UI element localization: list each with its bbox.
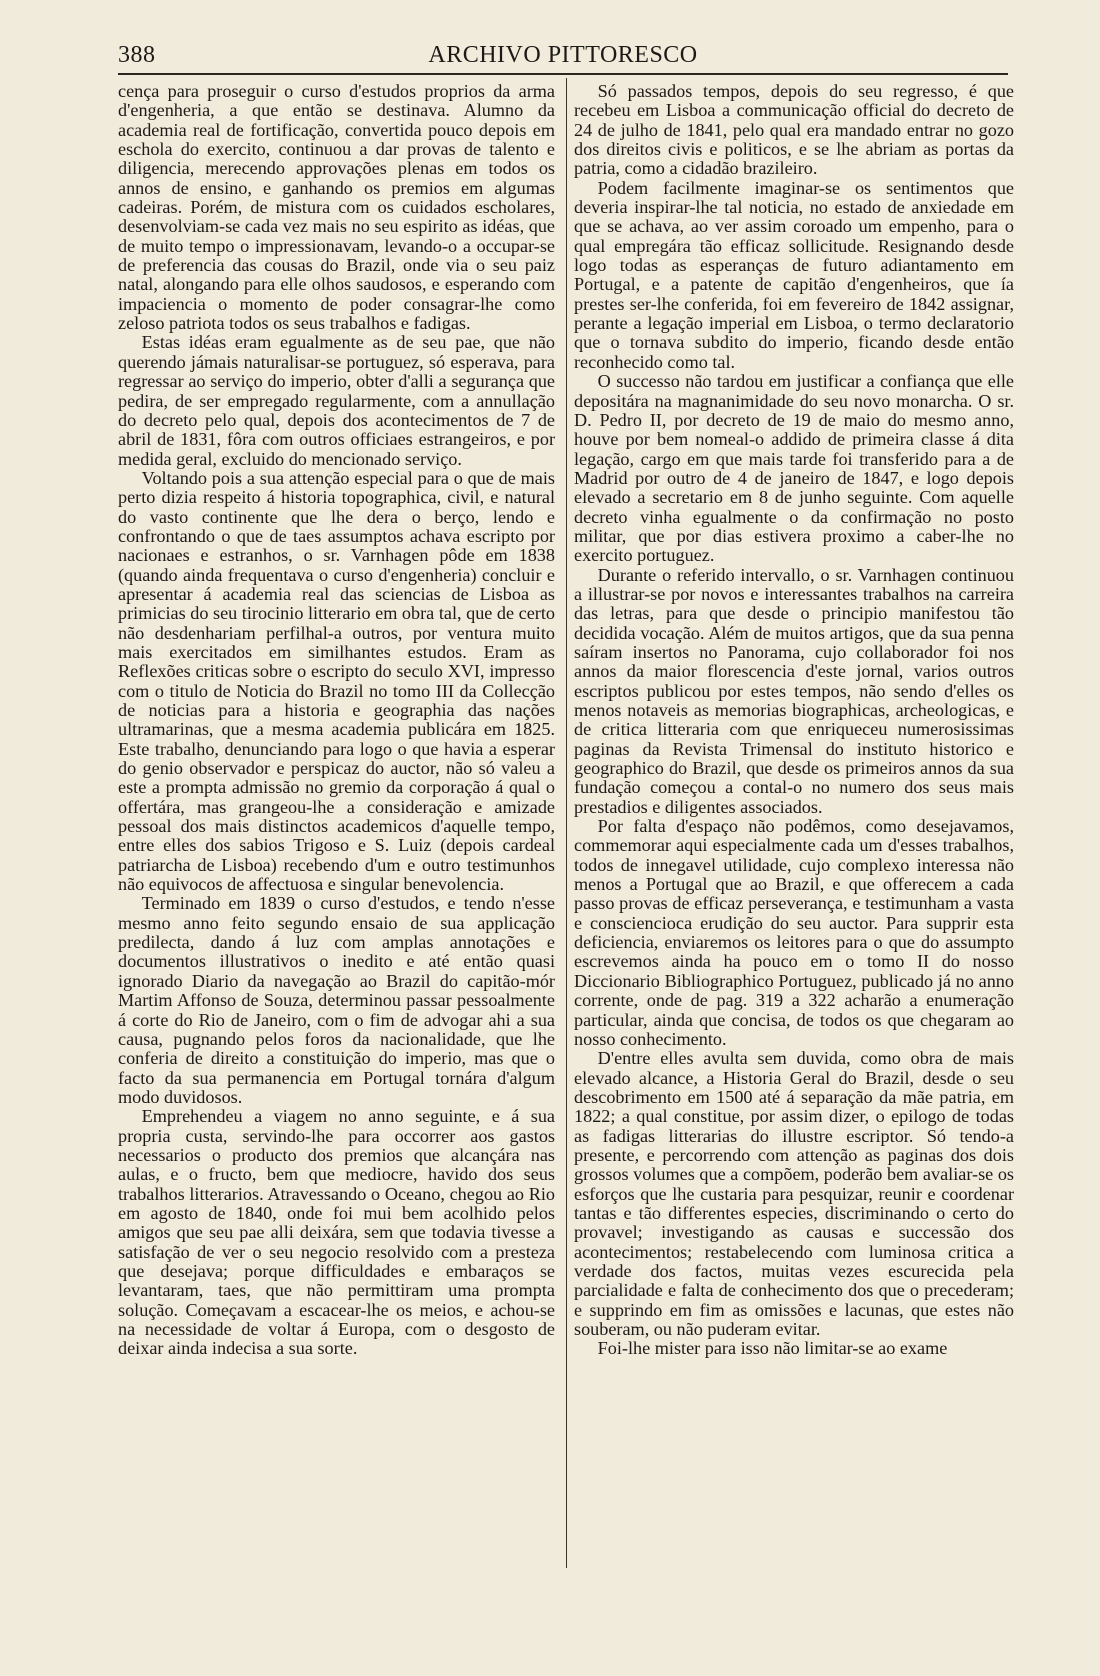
- paragraph: Terminado em 1839 o curso d'estudos, e tendo n'esse mesmo anno feito segundo ensaio de sua applicação predilecta, dando á luz com amplas annotações e documentos illustrativos o inedito e até então quasi ignorado Diario da navegação ao Brazil do capitão-mór Martim Affonso de Souza, determinou passar pessoalmente á corte do Rio de Janeiro, com o fim de advogar ahi a sua causa, pugnando pelos foros da nacionalidade, que lhe conferia de direito a constituição do imperio, mas que o facto da sua permanencia em Portugal tornára d'algum modo duvidosos.: [118, 893, 555, 1107]
- paragraph: Podem facilmente imaginar-se os sentimentos que deveria inspirar-lhe tal noticia, no estado de anxiedade em que se achava, ao ver assim coroado um empenho, para o qual empregára tão efficaz sollicitude. Resignando desde logo todas as esperanças de futuro adiantamento em Portugal, e a patente de capitão d'engenheiros, que ía prestes ser-lhe conferida, foi em fevereiro de 1842 assignar, perante a legação imperial em Lisboa, o termo declaratorio que o tornava subdito do imperio, ficando desde então reconhecido como tal.: [574, 177, 1014, 372]
- column-divider: [566, 78, 567, 1568]
- right-column: [574, 82, 1014, 1359]
- paragraph: O successo não tardou em justificar a confiança que elle depositára na magnanimidade do seu novo monarcha. O sr. D. Pedro II, por decreto de 19 de maio do mesmo anno, houve por bem nomeal-o addido de primeira classe á dita legação, cargo em que mais tarde foi transferido para a de Madrid por outro de 4 de janeiro de 1847, e logo depois elevado a secretario em 8 de junho seguinte. Com aquelle decreto vinha egualmente o da confirmação no posto militar, que por dias estivera proximo a caber-lhe no exercito portuguez.: [574, 371, 1014, 566]
- page-number: 388: [118, 42, 156, 68]
- paragraph: Estas idéas eram egualmente as de seu pae, que não querendo jámais naturalisar-se portuguez, só esperava, para regressar ao serviço do imperio, obter d'alli a segurança que pedira, de ser empregado regularmente, com a annullação do decreto pelo qual, depois dos acontecimentos de 7 de abril de 1831, fôra com outros officiaes estrangeiros, e por medida geral, excluido do mencionado serviço.: [118, 332, 555, 469]
- paragraph: Voltando pois a sua attenção especial para o que de mais perto dizia respeito á historia topographica, civil, e natural do vasto continente que lhe dera o berço, lendo e confrontando o que de taes assumptos achava escripto por nacionaes e estranhos, o sr. Varnhagen pôde em 1838 (quando ainda frequentava o curso d'engenheria) concluir e apresentar á academia real das sciencias de Lisboa as primicias do seu tirocinio litterario em obra tal, que de certo não desdenhariam perfilhal-a outros, por ventura muito mais exercitados em similhantes estudos. Eram as Reflexões criticas sobre o escripto do seculo XVI, impresso com o titulo de Noticia do Brazil no tomo III da Collecção de noticias para a historia e geographia das nações ultramarinas, que a mesma academia publicára em 1825. Este trabalho, denunciando para logo o que havia a esperar do genio observador e perspicaz do auctor, não só valeu a este a prompta admissão no gremio da corporação á qual o offertára, mas grangeou-lhe a consideração e amizade pessoal dos mais distinctos academicos d'aquelle tempo, entre elles dos sabios Trigoso e S. Luiz (depois cardeal patriarcha de Lisboa) recebendo d'um e outro testimunhos não equivocos de affectuosa e singular benevolencia.: [118, 467, 555, 895]
- running-head: ARCHIVO PITTORESCO: [428, 42, 698, 68]
- paragraph: Emprehendeu a viagem no anno seguinte, e á sua propria custa, servindo-lhe para occorrer aos gastos necessarios o producto dos premios que alcançára nas aulas, e o fructo, bem que mediocre, havido dos seus trabalhos litterarios. Atravessando o Oceano, chegou ao Rio em agosto de 1840, onde foi mui bem acolhido pelos amigos que seu pae alli deixára, sem que todavia tivesse a satisfação de ver o seu negocio resolvido com a presteza que desejava; porque difficuldades e embaraços se levantaram, taes, que não permittiram uma prompta solução. Começavam a escacear-lhe os meios, e achou-se na necessidade de voltar á Europa, com o desgosto de deixar ainda indecisa a sua sorte.: [118, 1106, 555, 1359]
- left-column: [118, 82, 555, 1359]
- paragraph: Por falta d'espaço não podêmos, como desejavamos, commemorar aqui especialmente cada um d'esses trabalhos, todos de innegavel utilidade, cujo complexo interessa não menos a Portugal que ao Brazil, e que offerecem a cada passo provas de efficaz perseverança, e testimunham a vasta e consciencioса erudição do seu auctor. Para supprir esta deficiencia, enviaremos os leitores para o que do assumpto escrevemos ainda ha pouco em o tomo II do nosso Diccionario Bibliographico Portuguez, publicado já no anno corrente, onde de pag. 319 a 322 acharão a enumeração particular, ainda que concisa, de todos os que chegaram ao nosso conhecimento.: [574, 816, 1014, 1049]
- paragraph: Foi-lhe mister para isso não limitar-se ao exame: [597, 1338, 948, 1359]
- paragraph: Só passados tempos, depois do seu regresso, é que recebeu em Lisboa a communicação official do decreto de 24 de julho de 1841, pelo qual era mandado entrar no gozo dos direitos civis e politicos, e se lhe abriam as portas da patria, como a cidadão brazileiro.: [574, 81, 1014, 179]
- paragraph: Durante o referido intervallo, o sr. Varnhagen continuou a illustrar-se por novos e interessantes trabalhos na carreira das letras, para que desde o principio manifestou tão decidida vocação. Além de muitos artigos, que da sua penna saíram insertos no Panorama, cujo collaborador foi nos annos da maior florescencia d'este jornal, varios outros escriptos publicou por estes tempos, não sendo d'elles os menos notaveis as memorias biographicas, archeologicas, e de critica litteraria com que enriqueceu numerosissimas paginas da Revista Trimensal do instituto historico e geographico do Brazil, que desde os primeiros annos da sua fundação começou a contal-o no numero dos seus mais prestadios e diligentes associados.: [574, 564, 1014, 817]
- paragraph: cença para proseguir o curso d'estudos proprios da arma d'engenheria, a que então se destinava. Alumno da academia real de fortificação, convertida pouco depois em eschola do exercito, continuou a dar provas de talento e diligencia, merecendo approvações plenas em todos os annos de ensino, e ganhando os premios em algumas cadeiras. Porém, de mistura com os cuidados escholares, desenvolviam-se cada vez mais no seu espirito as idéas, que de muito tempo o impressionavam, levando-o a occupar-se de preferencia das cousas do Brazil, onde via o seu paiz natal, alongando para elle olhos saudosos, e esperando com impaciencia o momento de poder consagrar-lhe como zeloso patriota todos os seus trabalhos e fadigas.: [118, 81, 555, 334]
- header-rule: [118, 73, 1008, 75]
- paragraph: D'entre elles avulta sem duvida, como obra de mais elevado alcance, a Historia Geral do Brazil, desde o seu descobrimento em 1500 até á separação da mãe patria, em 1822; a qual constitue, por assim dizer, o epilogo de todas as fadigas litterarias do illustre escriptor. Só tendo-a presente, e percorrendo com attenção as paginas dos dois grossos volumes que a compõem, poderão bem avaliar-se os esforços que lhe custaria para pesquizar, reunir e coordenar tantas e tão differentes especies, discriminando o certo do provavel; investigando as causas e successão dos acontecimentos; restabelecendo com luminosa critica a verdade dos factos, muitas vezes escurecida pela parcialidade e falta de conhecimento dos que o precederam; e supprindo em fim as omissões e lacunas, que estes não souberam, ou não puderam evitar.: [574, 1048, 1014, 1339]
- page-header: [118, 40, 1008, 72]
